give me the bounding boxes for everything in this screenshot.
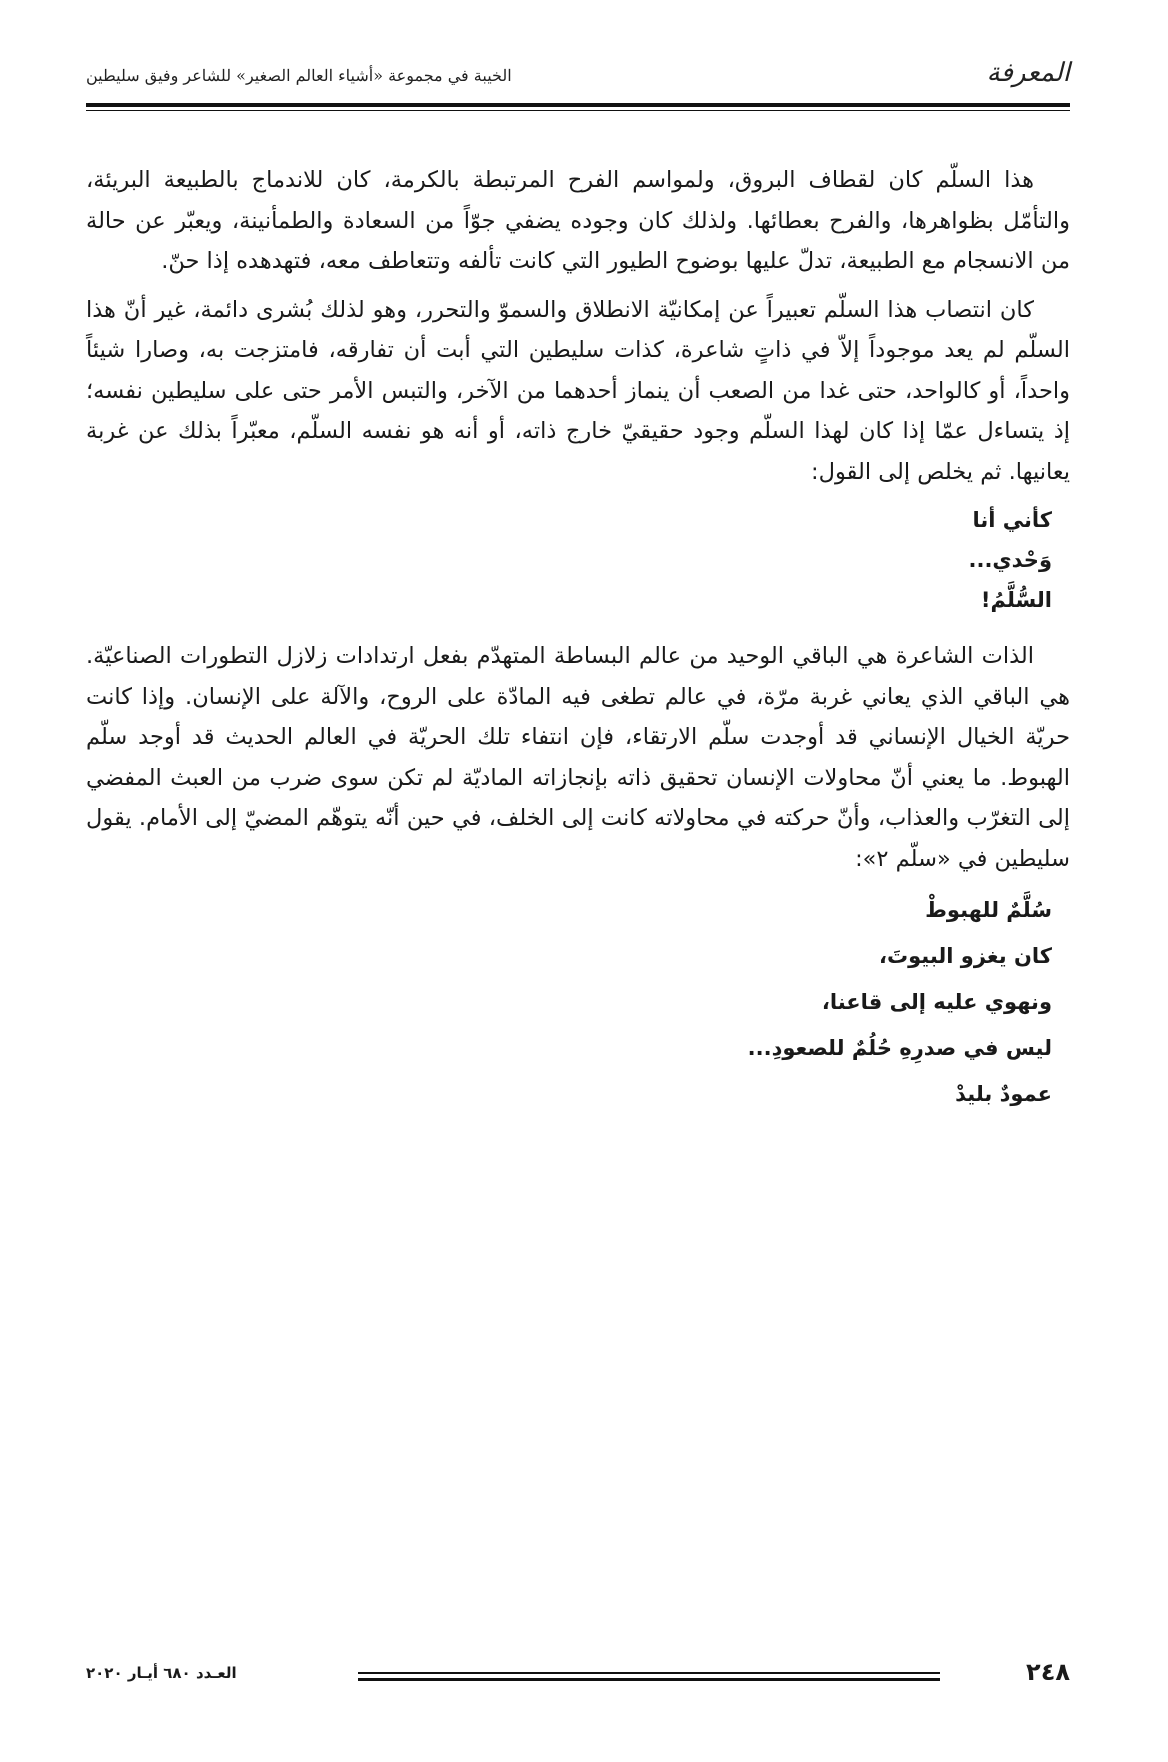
poem-line: ونهوي عليه إلى قاعنا، xyxy=(821,990,1052,1014)
footer-rule-thick xyxy=(358,1678,940,1681)
paragraph: هذا السلّم كان لقطاف البروق، ولمواسم الفرح المرتبطة بالكرمة، كان للاندماج بالطبيعة البريئة، والتأمّل بظواهرها، والفرح بعطائها. ولذلك كان وجوده يضفي جوّاً من السعادة والطمأنينة، ويعبّر عن حالة من الانسجام مع الطبيعة، تدلّ عليها بوضوح الطيور التي كانت تألفه وتتعاطف معه، فتهدهده إذا حنّ. xyxy=(86,167,1070,274)
paragraph: كان انتصاب هذا السلّم تعبيراً عن إمكانيّة الانطلاق والسموّ والتحرر، وهو لذلك بُشرى دائمة، غير أنّ هذا السلّم لم يعد موجوداً إلاّ في ذاتٍ شاعرة، كذات سليطين التي أبت أن تفارقه، فامتزجت به، وصارا شيئاً واحداً، أو كالواحد، حتى غدا من الصعب أن ينماز أحدهما من الآخر، والتبس الأمر حتى على سليطين نفسه؛ إذ يتساءل عمّا إذا كان لهذا السلّم وجود حقيقيّ خارج ذاته، أو أنه هو نفسه السلّم، معبّراً بذلك عن غربة يعانيها. ثم يخلص إلى القول: xyxy=(86,296,1070,485)
poem-line: وَحْدي... xyxy=(968,548,1052,572)
magazine-logo: المعرفة xyxy=(986,58,1070,88)
article-body xyxy=(86,160,1070,1117)
page-footer xyxy=(86,1658,1070,1698)
poem-line: ليس في صدرِهِ حُلُمٌ للصعودِ... xyxy=(747,1036,1052,1060)
poem-line: كان يغزو البيوتَ، xyxy=(879,944,1052,968)
running-title: الخيبة في مجموعة «أشياء العالم الصغير» للشاعر وفيق سليطين xyxy=(86,66,512,85)
poem-line: سُلَّمٌ للهبوطْ xyxy=(925,898,1052,922)
poem-line: كأني أنا xyxy=(972,508,1052,532)
issue-info: العـدد ٦٨٠ أيـار ٢٠٢٠ xyxy=(86,1664,237,1682)
poem-line: عمودٌ بليدْ xyxy=(955,1082,1052,1106)
header-rule-thin xyxy=(86,110,1070,111)
page-number: ٢٤٨ xyxy=(1026,1658,1070,1686)
poem-line: السُّلَّمُ! xyxy=(980,588,1052,612)
header-rule xyxy=(86,103,1070,107)
page-header xyxy=(86,56,1070,100)
poem-excerpt xyxy=(86,500,1070,620)
footer-rule xyxy=(358,1672,940,1674)
paragraph: الذات الشاعرة هي الباقي الوحيد من عالم البساطة المتهدّم بفعل ارتدادات زلازل التطورات الصناعيّة. هي الباقي الذي يعاني غربة مرّة، في عالم تطغى فيه المادّة على الروح، والآلة على الإنسان. وإذا كانت حريّة الخيال الإنساني قد أوجدت سلّم الارتقاء، فإن انتفاء تلك الحريّة في العالم الحديث قد أوجد سلّم الهبوط. ما يعني أنّ محاولات الإنسان تحقيق ذاته بإنجازاته الماديّة لم تكن سوى ضرب من العبث المفضي إلى التغرّب والعذاب، وأنّ حركته في محاولاته كانت إلى الخلف، في حين أنّه يتوهّم المضيّ إلى الأمام. يقول سليطين في «سلّم ٢»: xyxy=(86,643,1070,872)
poem-excerpt xyxy=(86,887,1070,1117)
